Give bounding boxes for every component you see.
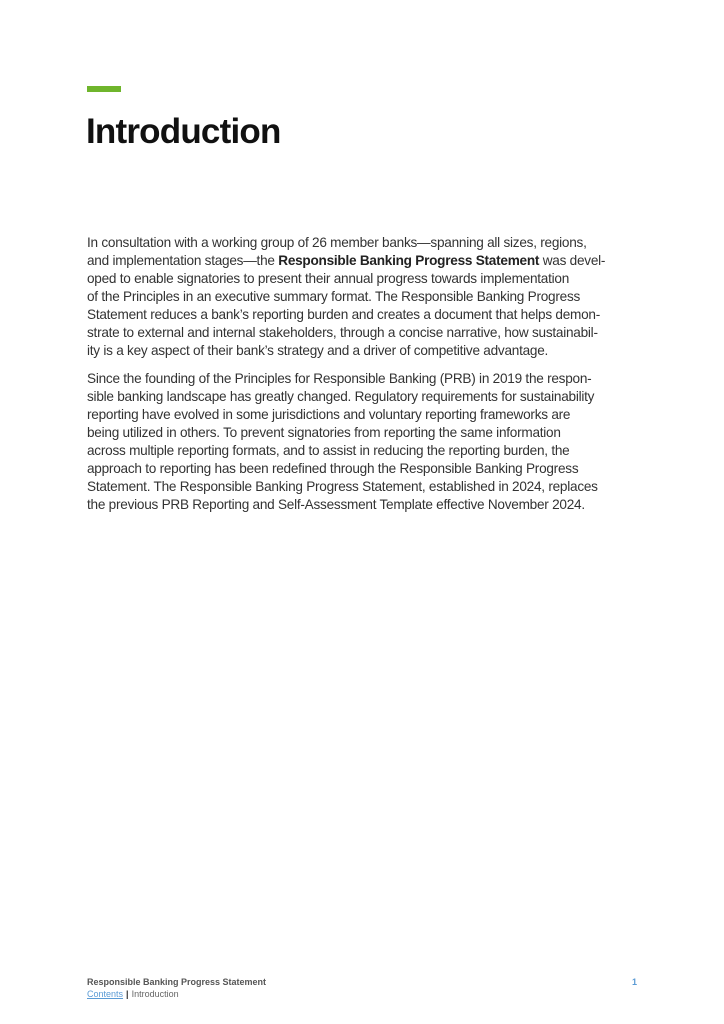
text-line: of the Principles in an executive summary format. The Responsible Banking Progress — [87, 289, 581, 304]
text-line: ity is a key aspect of their bank’s strategy and a driver of competitive advantage. — [87, 343, 549, 358]
text-line: the previous PRB Reporting and Self-Assessment Template effective November 2024. — [87, 497, 585, 512]
contents-link[interactable]: Contents — [87, 989, 124, 999]
text-line: oped to enable signatories to present their annual progress towards implementation — [87, 271, 570, 286]
text-span: and implementation stages—the — [87, 253, 279, 268]
body-text — [87, 234, 640, 524]
title-accent-bar — [87, 86, 121, 92]
footer-section-name: Introduction — [131, 989, 179, 999]
text-line: strate to external and internal stakeholders, through a concise narrative, how sustainabil- — [87, 325, 598, 340]
text-line: In consultation with a working group of 26 member banks—spanning all sizes, regions, — [87, 235, 587, 250]
text-line: being utilized in others. To prevent signatories from reporting the same information — [87, 425, 561, 440]
page-number: 1 — [631, 977, 637, 987]
text-line — [87, 252, 640, 270]
paragraph-history — [87, 370, 640, 514]
text-line: approach to reporting has been redefined through the Responsible Banking Progress — [87, 461, 579, 476]
text-line: reporting have evolved in some jurisdictions and voluntary reporting frameworks are — [87, 407, 571, 422]
paragraph-consultation — [87, 234, 640, 360]
text-line: Since the founding of the Principles for Responsible Banking (PRB) in 2019 the respon- — [87, 371, 592, 386]
emphasized-doc-name: Responsible Banking Progress Statement — [278, 253, 540, 268]
footer-breadcrumb — [87, 988, 640, 1000]
footer-document-title: Responsible Banking Progress Statement — [87, 977, 267, 987]
text-line: across multiple reporting formats, and to assist in reducing the reporting burden, the — [87, 443, 570, 458]
text-line: Statement. The Responsible Banking Progress Statement, established in 2024, replaces — [87, 479, 598, 494]
text-line: sible banking landscape has greatly changed. Regulatory requirements for sustainability — [87, 389, 595, 404]
text-span: was devel- — [539, 253, 606, 268]
page-title: Introduction — [86, 112, 281, 151]
page-footer — [87, 976, 640, 1000]
text-line: Statement reduces a bank’s reporting burden and creates a document that helps demon- — [87, 307, 601, 322]
breadcrumb-separator: | — [126, 989, 129, 999]
